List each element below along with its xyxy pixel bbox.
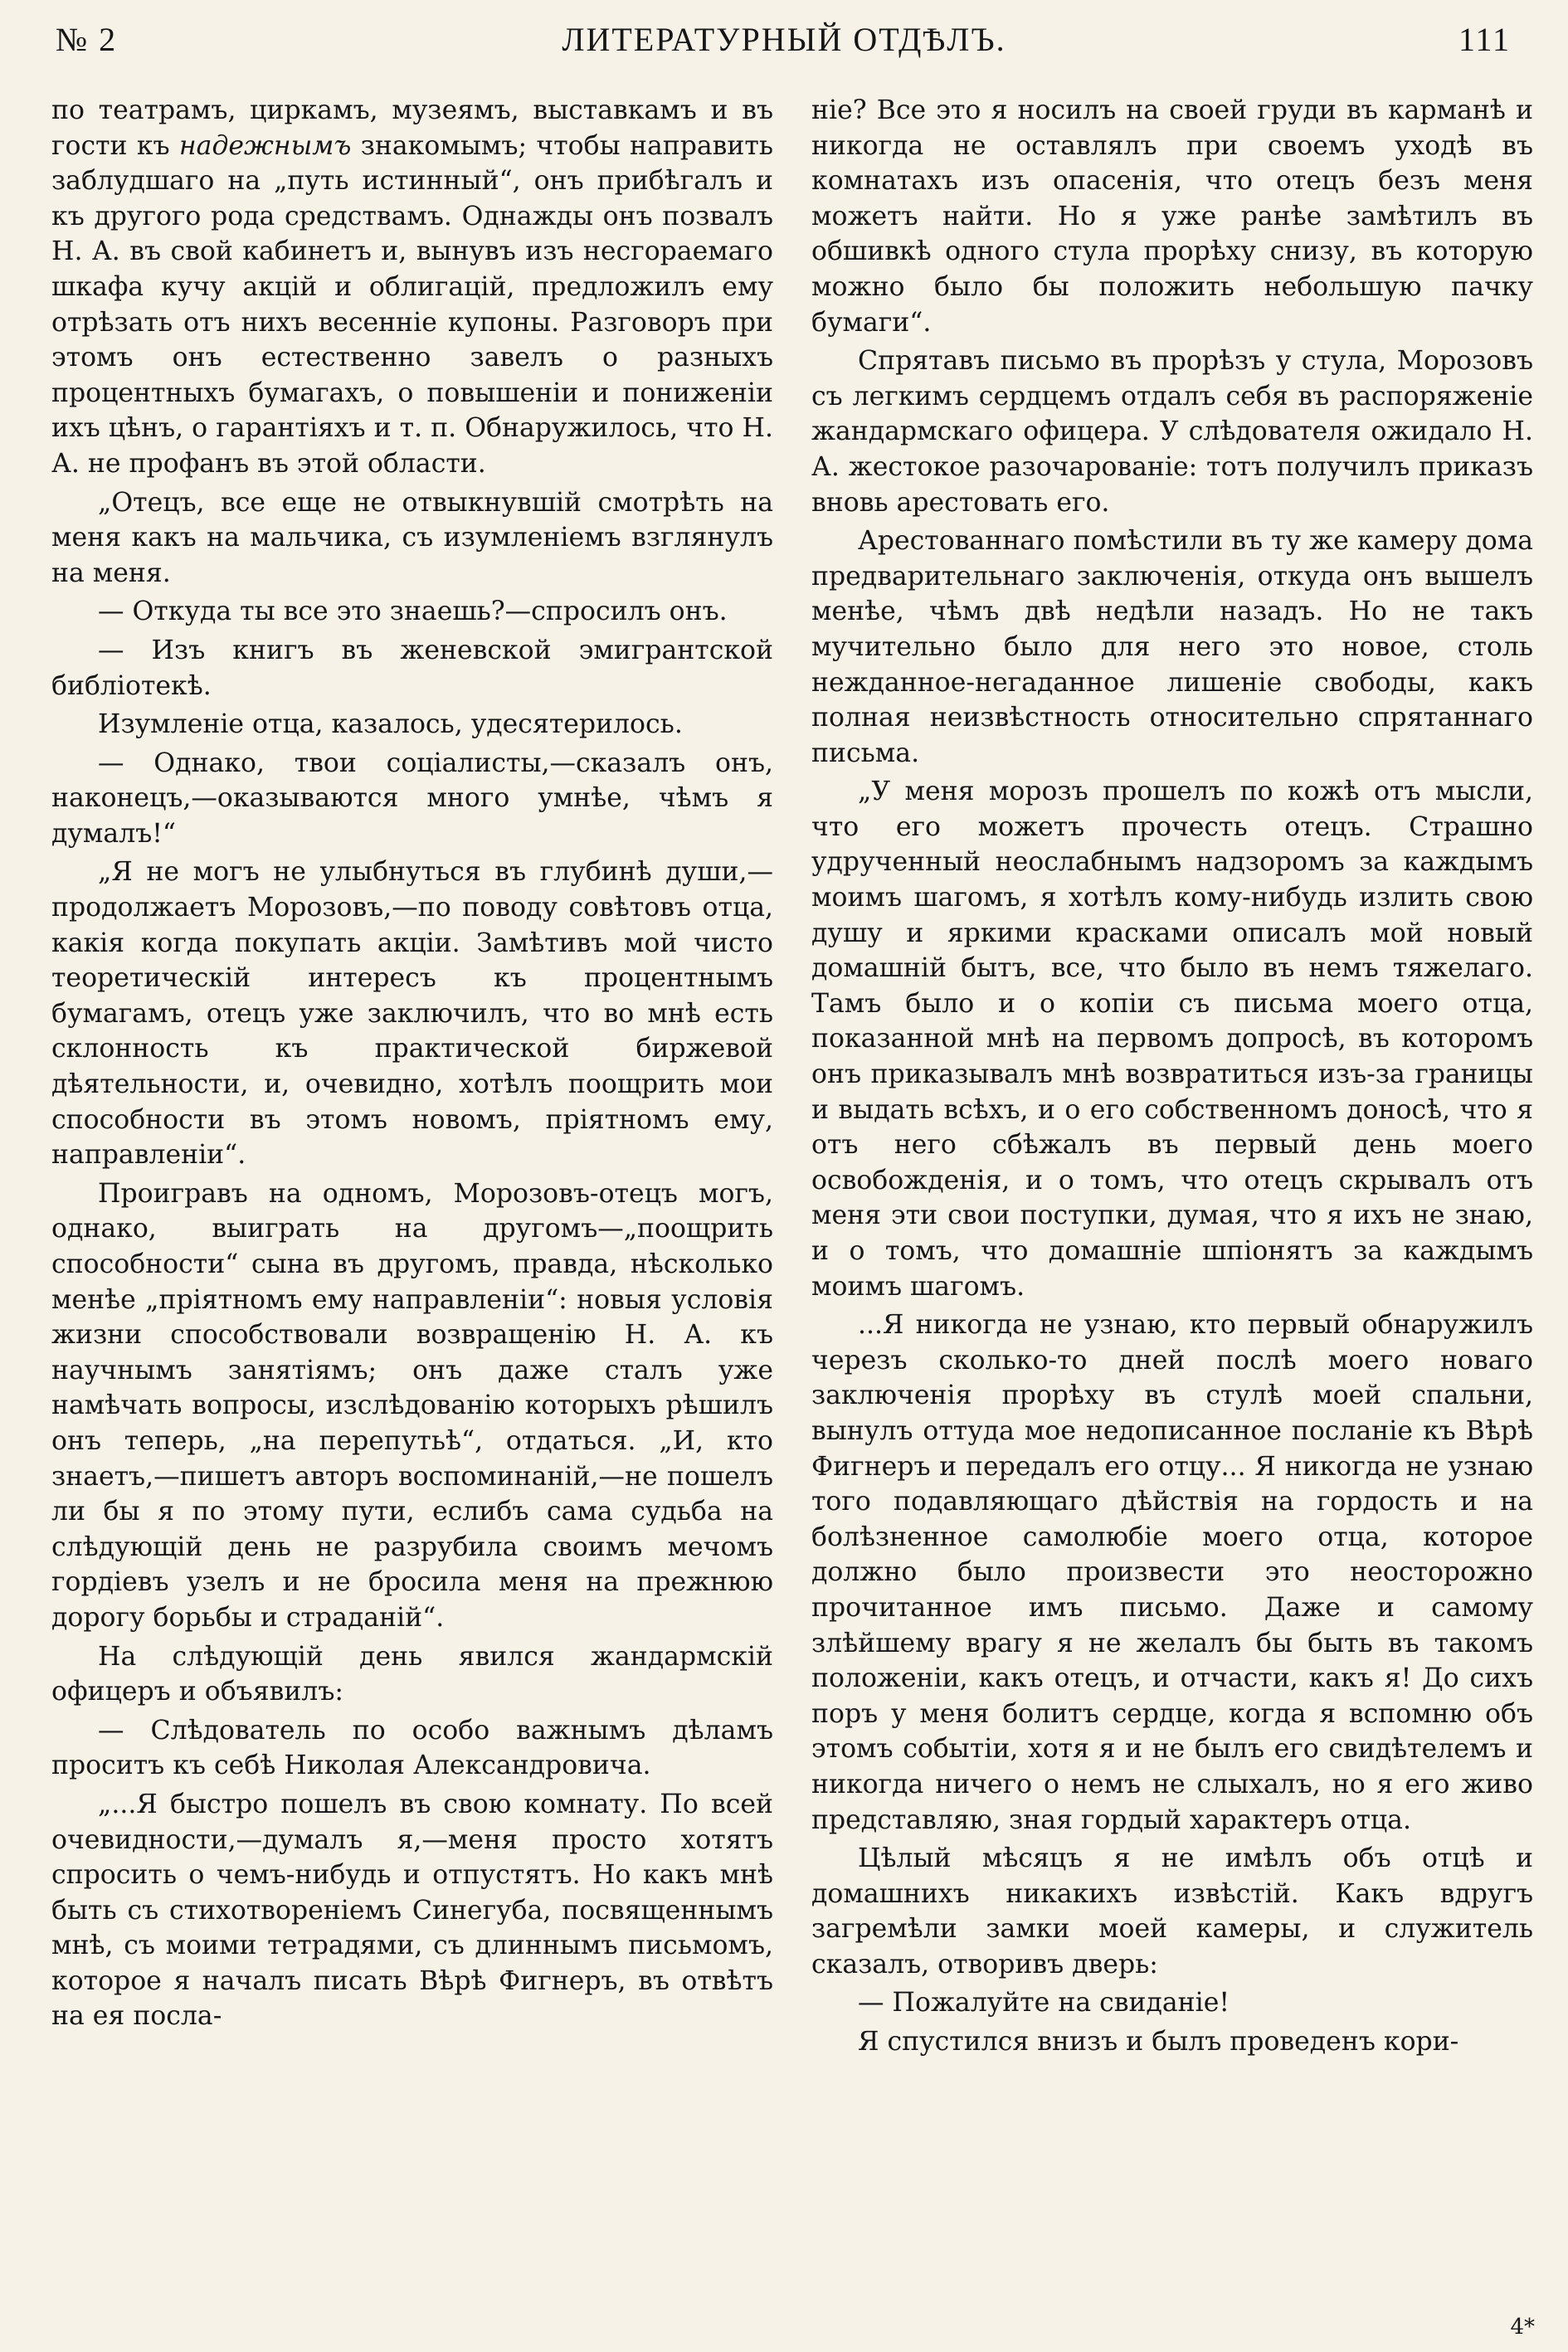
text-columns	[51, 93, 1533, 2291]
left-column	[51, 93, 773, 2291]
paragraph: „Отецъ, все еще не отвыкнувшій смотрѣть на меня какъ на мальчика, съ изумленіемъ взглянулъ на меня.	[51, 487, 773, 588]
issue-number: № 2	[56, 21, 118, 58]
paragraph: ...Я никогда не узнаю, кто первый обнаружилъ черезъ сколько-то дней послѣ моего новаго заключенія прорѣху въ стулѣ моей спальни, вынулъ оттуда мое недописанное посланіе къ Вѣрѣ Фигнеръ и передалъ его отцу... Я никогда не узнаю того подавляющаго дѣйствія на гордость и на болѣзненное самолюбіе моего отца, которое должно было произвести это неосторожно прочитанное имъ письмо. Даже и самому злѣйшему врагу я не желалъ бы быть въ такомъ положеніи, какъ отецъ, и отчасти, какъ я! До сихъ поръ у меня болитъ сердце, когда я вспомню объ этомъ событіи, хотя я и не былъ его свидѣтелемъ и никогда ничего о немъ не слыхалъ, но я его живо представляю, зная гордый характеръ отца.	[811, 1310, 1533, 1835]
page-number: 111	[1458, 21, 1511, 58]
paragraph: Арестованнаго помѣстили въ ту же камеру дома предварительнаго заключенія, откуда онъ вышелъ менѣе, чѣмъ двѣ недѣли назадъ. Но не такъ мучительно было для него это новое, столь нежданное-негаданное лишеніе свободы, какъ полная неизвѣстность относительно спрятаннаго письма.	[811, 526, 1533, 768]
paragraph	[51, 93, 773, 482]
paragraph: — Изъ книгъ въ женевской эмигрантской библіотекѣ.	[51, 635, 773, 701]
paragraph: „...Я быстро пошелъ въ свою комнату. По всей очевидности,—думалъ я,—меня просто хотятъ спросить о чемъ-нибудь и отпустятъ. Но какъ мнѣ быть съ стихотвореніемъ Синегуба, посвященнымъ мнѣ, съ моими тетрадями, съ длиннымъ письмомъ, которое я началъ писать Вѣрѣ Фигнеръ, въ отвѣтъ на ея посла-	[51, 1789, 773, 2032]
paragraph: На слѣдующій день явился жандармскій офицеръ и объявилъ:	[51, 1641, 773, 1707]
paragraph: — Пожалуйте на свиданіе!	[858, 1988, 1230, 2018]
paragraph: Спрятавъ письмо въ прорѣзъ у стула, Морозовъ съ легкимъ сердцемъ отдалъ себя въ распоряженіе жандармскаго офицера. У слѣдователя ожидало Н. А. жестокое разочарованіе: тотъ получилъ приказъ вновь арестовать его.	[811, 346, 1533, 518]
paragraph: „У меня морозъ прошелъ по кожѣ отъ мысли, что его можетъ прочесть отецъ. Страшно удрученный неослабнымъ надзоромъ за каждымъ моимъ шагомъ, я хотѣлъ кому-нибудь излить свою душу и яркими красками описалъ мой новый домашній бытъ, все, что было въ немъ тяжелаго. Тамъ было и о копіи съ письма моего отца, показанной мнѣ на первомъ допросѣ, въ которомъ онъ приказывалъ мнѣ возвратиться изъ-за границы и выдать всѣхъ, и о его собственномъ доносѣ, что я отъ него сбѣжалъ въ первый день моего освобожденія, и о томъ, что отецъ скрывалъ отъ меня эти свои поступки, думая, что я ихъ не знаю, и о томъ, что домашніе шпіонятъ за каждымъ моимъ шагомъ.	[811, 777, 1533, 1302]
running-header	[46, 12, 1522, 70]
signature-mark: 4*	[1510, 2315, 1535, 2340]
right-column	[811, 93, 1533, 2291]
paragraph-text: по театрамъ, циркамъ, музеямъ, выставкамъ и въ гости къ	[51, 95, 773, 161]
italic-word: надежнымъ	[178, 130, 352, 161]
paragraph: Цѣлый мѣсяцъ я не имѣлъ объ отцѣ и домашнихъ никакихъ извѣстій. Какъ вдругъ загремѣли замки моей камеры, и служитель сказалъ, отворивъ дверь:	[811, 1843, 1533, 1979]
paragraph-text: знакомымъ; чтобы направить заблудшаго на „путь истинный“, онъ прибѣгалъ и къ другого рода средствамъ. Однажды онъ позвалъ Н. А. въ свой кабинетъ и, вынувъ изъ несгораемаго шкафа кучу акцій и облигацій, предложилъ ему отрѣзать отъ нихъ весенніе купоны. Разговоръ при этомъ онъ естественно завелъ о разныхъ процентныхъ бумагахъ, о повышеніи и пониженіи ихъ цѣнъ, о гарантіяхъ и т. п. Обнаружилось, что Н. А. не профанъ въ этой области.	[51, 130, 773, 479]
paragraph: Проигравъ на одномъ, Морозовъ-отецъ могъ, однако, выиграть на другомъ—„поощрить способности“ сына въ другомъ, правда, нѣсколько менѣе „пріятномъ ему направленіи“: новыя условія жизни способствовали возвращенію Н. А. къ научнымъ занятіямъ; онъ даже сталъ уже намѣчать вопросы, изслѣдованію которыхъ рѣшилъ онъ теперь, „на перепутьѣ“, отдаться. „И, кто знаетъ,—пишетъ авторъ воспоминаній,—не пошелъ ли бы я по этому пути, еслибъ сама судьба на слѣдующій день не разрубила своимъ мечомъ гордіевъ узелъ и не бросила меня на прежнюю дорогу борьбы и страданій“.	[51, 1178, 773, 1633]
paragraph: ніе? Все это я носилъ на своей груди въ карманѣ и никогда не оставлялъ при своемъ уходѣ въ комнатахъ изъ опасенія, что отецъ безъ меня можетъ найти. Но я уже ранѣе замѣтилъ въ обшивкѣ одного стула прорѣху снизу, въ которую можно было бы положить небольшую пачку бумаги“.	[811, 95, 1533, 338]
paragraph: „Я не могъ не улыбнуться въ глубинѣ души,—продолжаетъ Морозовъ,—по поводу совѣтовъ отца, какія когда покупать акціи. Замѣтивъ мой чисто теоретическій интересъ къ процентнымъ бумагамъ, отецъ уже заключилъ, что во мнѣ есть склонность къ практической биржевой дѣятельности, и, очевидно, хотѣлъ поощрить мои способности въ этомъ новомъ, пріятномъ ему, направленіи“.	[51, 857, 773, 1171]
paragraph: — Однако, твои соціалисты,—сказалъ онъ, наконецъ,—оказываются много умнѣе, чѣмъ я думалъ!“	[51, 747, 773, 849]
paragraph: — Слѣдователь по особо важнымъ дѣламъ проситъ къ себѣ Николая Александровича.	[51, 1715, 773, 1781]
section-title: ЛИТЕРАТУРНЫЙ ОТДѢЛЪ.	[562, 21, 1006, 58]
paragraph: Я спустился внизъ и былъ проведенъ кори-	[858, 2027, 1459, 2057]
paragraph: Изумленіе отца, казалось, удесятерилось.	[98, 709, 683, 740]
paragraph: — Откуда ты все это знаешь?—спросилъ онъ.	[98, 597, 728, 627]
